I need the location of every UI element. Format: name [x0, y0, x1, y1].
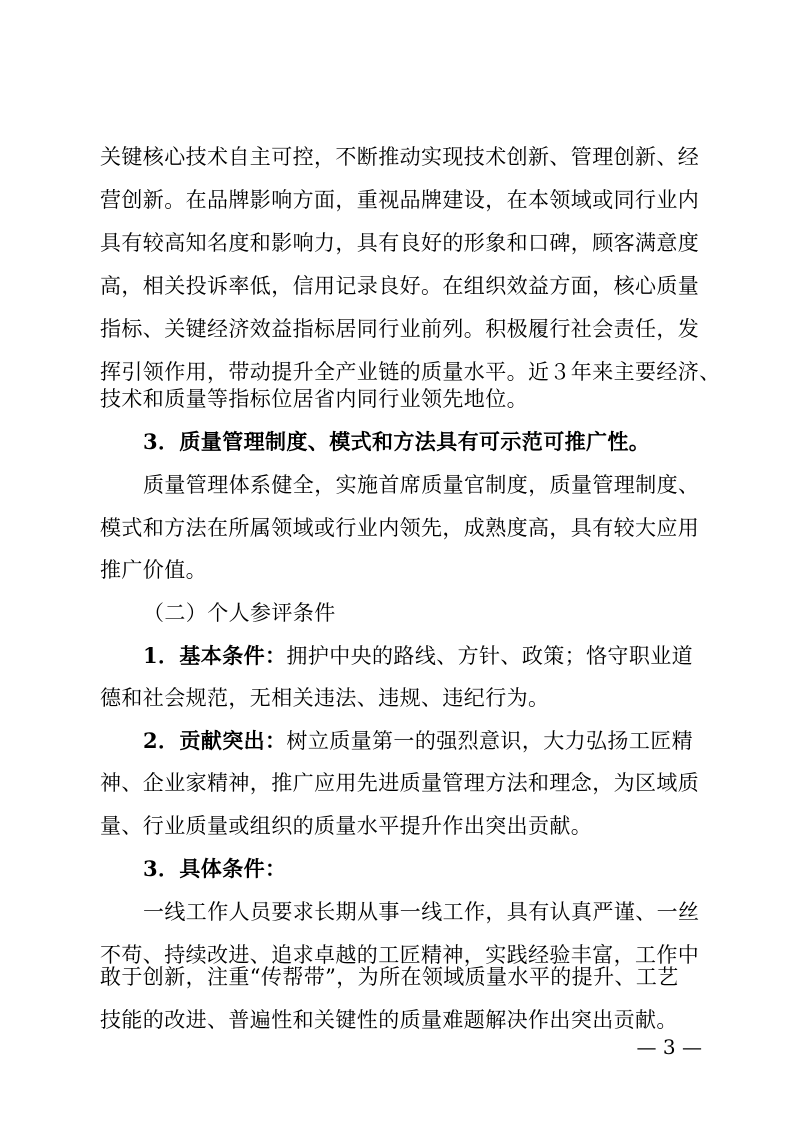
body-line: 挥引领作用，带动提升全产业链的质量水平。近３年来主要经济、	[100, 360, 721, 384]
body-line: 推广价值。	[100, 558, 207, 582]
body-line: 一线工作人员要求长期从事一线工作，具有认真严谨、一丝	[143, 900, 700, 924]
item-2-label: 2．贡献突出：	[143, 728, 287, 753]
body-line: 敢于创新，注重“传帮带”，为所在领域质量水平的提升、工艺	[100, 965, 679, 989]
body-line: 指标、关键经济效益指标居同行业前列。积极履行社会责任，发	[100, 317, 700, 341]
item-3-label: 3．具体条件：	[143, 856, 287, 881]
body-line: 高，相关投诉率低，信用记录良好。在组织效益方面，核心质量	[100, 274, 700, 298]
item-1-line	[143, 634, 697, 678]
body-line: 质量管理体系健全，实施首席质量官制度，质量管理制度、	[143, 473, 700, 497]
body-line: 具有较高知名度和影响力，具有良好的形象和口碑，顾客满意度	[100, 231, 700, 255]
item-2-text: 树立质量第一的强烈意识，大力弘扬工匠精	[286, 729, 694, 753]
body-line: 德和社会规范，无相关违法、违规、违纪行为。	[100, 686, 550, 710]
body-line: 量、行业质量或组织的质量水平提升作出突出贡献。	[100, 814, 593, 838]
body-line: 技术和质量等指标位居省内同行业领先地位。	[100, 387, 528, 411]
body-line: 技能的改进、普遍性和关键性的质量难题解决作出突出贡献。	[100, 1008, 678, 1032]
section-title: （二）个人参评条件	[143, 601, 336, 625]
body-line: 不苟、持续改进、追求卓越的工匠精神，实践经验丰富，工作中	[100, 943, 700, 967]
item-2-line	[143, 719, 697, 763]
heading-3: 3．质量管理制度、模式和方法具有可示范可推广性。	[143, 429, 651, 454]
body-line: 关键核心技术自主可控，不断推动实现技术创新、管理创新、经	[100, 145, 700, 169]
item-1-label: 1．基本条件：	[143, 643, 287, 668]
body-line: 模式和方法在所属领域或行业内领先，成熟度高，具有较大应用	[100, 516, 700, 540]
body-line: 神、企业家精神，推广应用先进质量管理方法和理念，为区域质	[100, 771, 700, 795]
body-line: 营创新。在品牌影响方面，重视品牌建设，在本领域或同行业内	[100, 188, 700, 212]
page-number: — 3 —	[636, 1035, 702, 1059]
item-1-text: 拥护中央的路线、方针、政策；恪守职业道	[286, 644, 694, 668]
